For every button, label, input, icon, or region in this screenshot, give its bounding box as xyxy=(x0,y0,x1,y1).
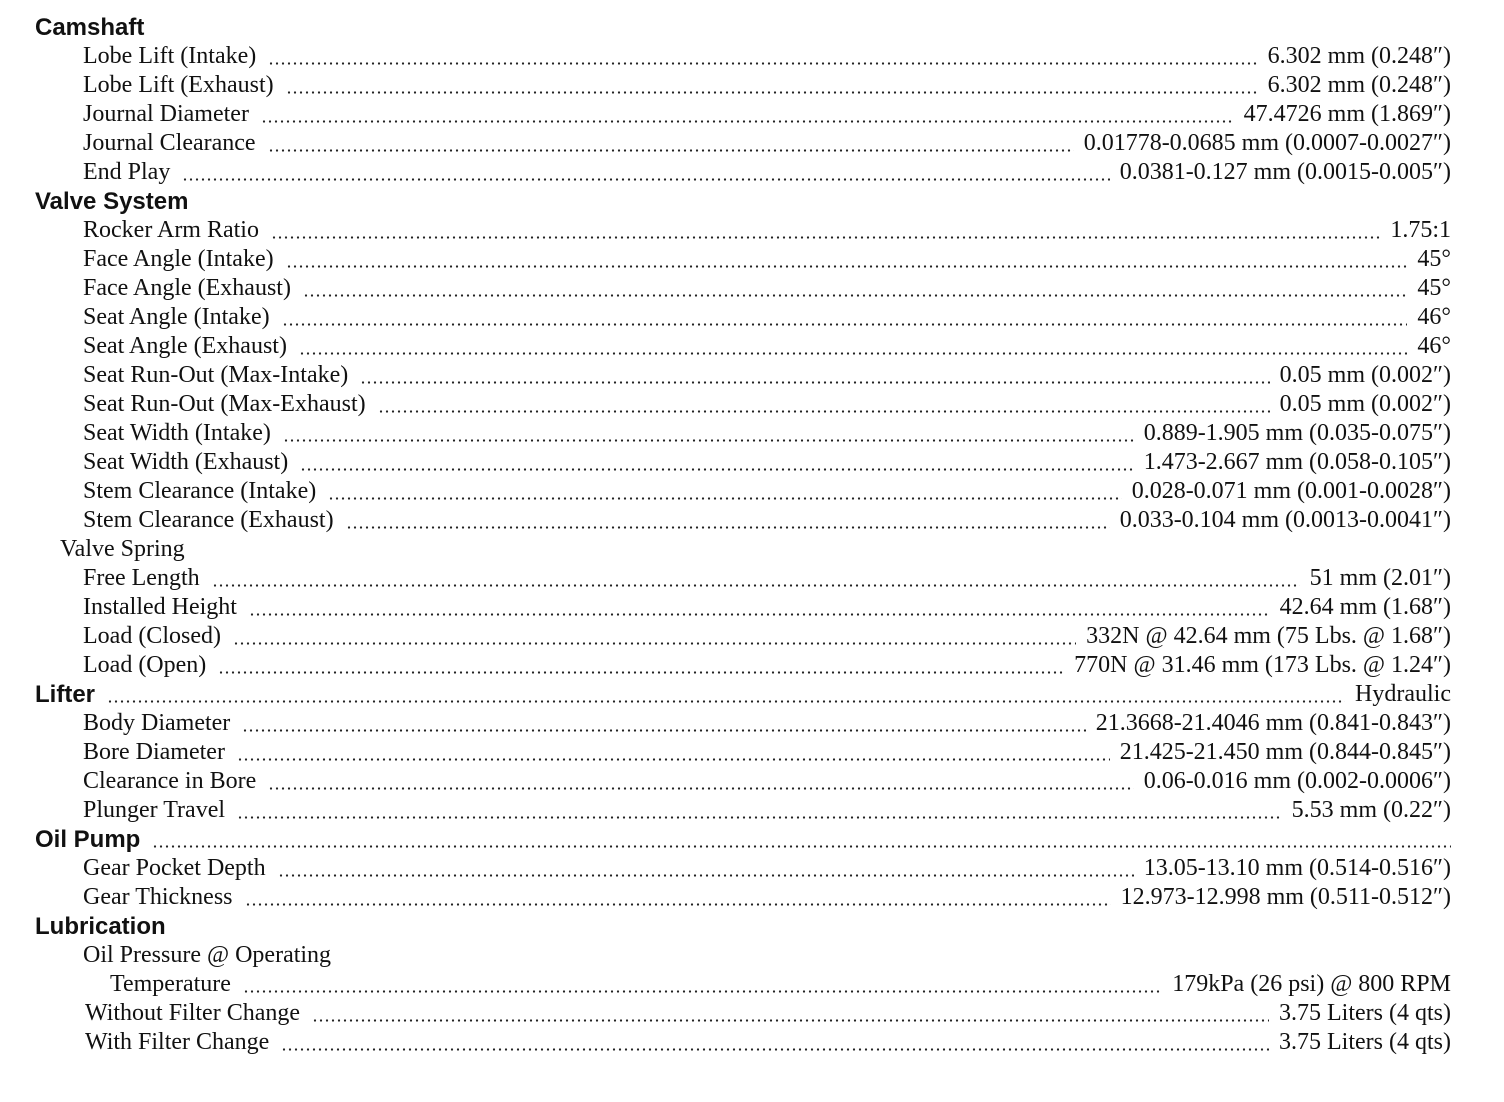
spec-row xyxy=(0,274,1504,303)
spec-value: Hydraulic xyxy=(1355,681,1451,707)
section-title: Oil Pump xyxy=(35,826,141,853)
spec-row xyxy=(0,129,1504,158)
spec-row xyxy=(0,622,1504,651)
spec-row xyxy=(0,593,1504,622)
spec-label: Seat Width (Intake) xyxy=(83,420,271,446)
leader-dots xyxy=(233,642,1076,645)
spec-row xyxy=(0,100,1504,129)
spec-value: 0.01778-0.0685 mm (0.0007-0.0027″) xyxy=(1083,130,1451,156)
spec-label: Seat Run-Out (Max-Intake) xyxy=(83,362,349,388)
spec-label: Journal Clearance xyxy=(83,130,256,156)
leader-dots xyxy=(360,381,1270,384)
spec-label: Seat Angle (Intake) xyxy=(83,304,270,330)
leader-dots xyxy=(312,1019,1269,1022)
section-lubrication xyxy=(0,912,1504,941)
spec-label: Clearance in Bore xyxy=(83,768,257,794)
spec-label: Stem Clearance (Exhaust) xyxy=(83,507,334,533)
leader-dots xyxy=(283,439,1134,442)
spec-label-line xyxy=(0,941,1504,970)
spec-value: 1.473-2.667 mm (0.058-0.105″) xyxy=(1143,449,1451,475)
spec-row xyxy=(0,158,1504,187)
spec-label: Plunger Travel xyxy=(83,797,226,823)
leader-dots xyxy=(268,62,1258,65)
spec-label: With Filter Change xyxy=(85,1029,270,1055)
leader-dots xyxy=(299,352,1407,355)
spec-row xyxy=(0,477,1504,506)
spec-row xyxy=(0,854,1504,883)
leader-dots xyxy=(261,120,1234,123)
spec-label: Stem Clearance (Intake) xyxy=(83,478,317,504)
leader-dots xyxy=(107,700,1345,703)
spec-label: Gear Thickness xyxy=(83,884,233,910)
spec-value: 3.75 Liters (4 qts) xyxy=(1279,1000,1451,1026)
spec-row xyxy=(0,42,1504,71)
leader-dots xyxy=(303,294,1407,297)
spec-label: Journal Diameter xyxy=(83,101,249,127)
spec-value: 0.033-0.104 mm (0.0013-0.0041″) xyxy=(1119,507,1451,533)
leader-dots xyxy=(271,236,1380,239)
spec-label: Oil Pressure @ Operating xyxy=(83,942,332,968)
spec-value: 0.05 mm (0.002″) xyxy=(1279,391,1451,417)
leader-dots xyxy=(286,265,1407,268)
leader-dots xyxy=(212,584,1300,587)
leader-dots xyxy=(378,410,1270,413)
spec-label: Installed Height xyxy=(83,594,237,620)
leader-dots xyxy=(286,91,1258,94)
leader-dots xyxy=(218,671,1064,674)
spec-row xyxy=(0,332,1504,361)
spec-value: 46° xyxy=(1417,304,1451,330)
leader-dots xyxy=(152,845,1451,848)
spec-value: 13.05-13.10 mm (0.514-0.516″) xyxy=(1143,855,1451,881)
leader-dots xyxy=(249,613,1270,616)
spec-row xyxy=(0,506,1504,535)
leader-dots xyxy=(300,468,1134,471)
section-lifter xyxy=(0,680,1504,709)
section-title: Lifter xyxy=(35,681,95,708)
leader-dots xyxy=(237,758,1110,761)
spec-row xyxy=(0,999,1504,1028)
spec-value: 179kPa (26 psi) @ 800 RPM xyxy=(1172,971,1451,997)
spec-value: 51 mm (2.01″) xyxy=(1309,565,1451,591)
spec-value: 0.05 mm (0.002″) xyxy=(1279,362,1451,388)
spec-value: 6.302 mm (0.248″) xyxy=(1267,72,1451,98)
section-camshaft xyxy=(0,13,1504,42)
section-valve-system xyxy=(0,187,1504,216)
spec-value: 47.4726 mm (1.869″) xyxy=(1243,101,1451,127)
spec-value: 332N @ 42.64 mm (75 Lbs. @ 1.68″) xyxy=(1086,623,1451,649)
section-title: Lubrication xyxy=(35,913,166,940)
spec-label: Body Diameter xyxy=(83,710,231,736)
spec-row xyxy=(0,767,1504,796)
spec-value: 3.75 Liters (4 qts) xyxy=(1279,1029,1451,1055)
spec-value: 6.302 mm (0.248″) xyxy=(1267,43,1451,69)
section-title: Valve System xyxy=(35,188,189,215)
spec-row xyxy=(0,245,1504,274)
leader-dots xyxy=(268,787,1134,790)
spec-label: Seat Width (Exhaust) xyxy=(83,449,289,475)
spec-value: 21.3668-21.4046 mm (0.841-0.843″) xyxy=(1095,710,1451,736)
spec-row xyxy=(0,738,1504,767)
spec-label: Seat Run-Out (Max-Exhaust) xyxy=(83,391,366,417)
spec-row xyxy=(0,419,1504,448)
section-title: Camshaft xyxy=(35,14,145,41)
leader-dots xyxy=(282,323,1407,326)
spec-label: Bore Diameter xyxy=(83,739,225,765)
spec-row xyxy=(0,448,1504,477)
leader-dots xyxy=(346,526,1110,529)
leader-dots xyxy=(268,149,1074,152)
leader-dots xyxy=(328,497,1122,500)
spec-row xyxy=(0,709,1504,738)
spec-value: 0.0381-0.127 mm (0.0015-0.005″) xyxy=(1119,159,1451,185)
spec-value: 42.64 mm (1.68″) xyxy=(1279,594,1451,620)
spec-value: 21.425-21.450 mm (0.844-0.845″) xyxy=(1119,739,1451,765)
spec-label: Load (Open) xyxy=(83,652,207,678)
spec-label: Free Length xyxy=(83,565,200,591)
spec-value: 46° xyxy=(1417,333,1451,359)
spec-row xyxy=(0,71,1504,100)
subsection-valve-spring xyxy=(0,535,1504,564)
spec-label: Lobe Lift (Intake) xyxy=(83,43,257,69)
spec-label: Load (Closed) xyxy=(83,623,221,649)
leader-dots xyxy=(242,729,1086,732)
spec-value: 45° xyxy=(1417,275,1451,301)
spec-row xyxy=(0,796,1504,825)
spec-row xyxy=(0,970,1504,999)
spec-value: 770N @ 31.46 mm (173 Lbs. @ 1.24″) xyxy=(1074,652,1451,678)
spec-value: 0.028-0.071 mm (0.001-0.0028″) xyxy=(1131,478,1451,504)
spec-row xyxy=(0,1028,1504,1057)
spec-value: 0.06-0.016 mm (0.002-0.0006″) xyxy=(1143,768,1451,794)
spec-label: Seat Angle (Exhaust) xyxy=(83,333,287,359)
spec-label: Without Filter Change xyxy=(85,1000,301,1026)
spec-label: Temperature xyxy=(110,971,231,997)
leader-dots xyxy=(237,816,1282,819)
spec-row xyxy=(0,361,1504,390)
leader-dots xyxy=(278,874,1134,877)
spec-label: Gear Pocket Depth xyxy=(83,855,266,881)
spec-label: Lobe Lift (Exhaust) xyxy=(83,72,274,98)
spec-value: 12.973-12.998 mm (0.511-0.512″) xyxy=(1120,884,1451,910)
spec-label: End Play xyxy=(83,159,171,185)
spec-row xyxy=(0,303,1504,332)
spec-value: 45° xyxy=(1417,246,1451,272)
spec-row xyxy=(0,390,1504,419)
spec-row xyxy=(0,216,1504,245)
spec-value: 5.53 mm (0.22″) xyxy=(1291,797,1451,823)
spec-row xyxy=(0,564,1504,593)
subsection-title: Valve Spring xyxy=(60,536,185,562)
leader-dots xyxy=(281,1048,1269,1051)
section-oil-pump xyxy=(0,825,1504,854)
spec-row xyxy=(0,883,1504,912)
spec-label: Face Angle (Intake) xyxy=(83,246,274,272)
leader-dots xyxy=(243,990,1162,993)
spec-label: Rocker Arm Ratio xyxy=(83,217,259,243)
spec-value: 1.75:1 xyxy=(1390,217,1451,243)
spec-label: Face Angle (Exhaust) xyxy=(83,275,291,301)
spec-value: 0.889-1.905 mm (0.035-0.075″) xyxy=(1143,420,1451,446)
leader-dots xyxy=(182,178,1110,181)
leader-dots xyxy=(245,903,1111,906)
spec-row xyxy=(0,651,1504,680)
